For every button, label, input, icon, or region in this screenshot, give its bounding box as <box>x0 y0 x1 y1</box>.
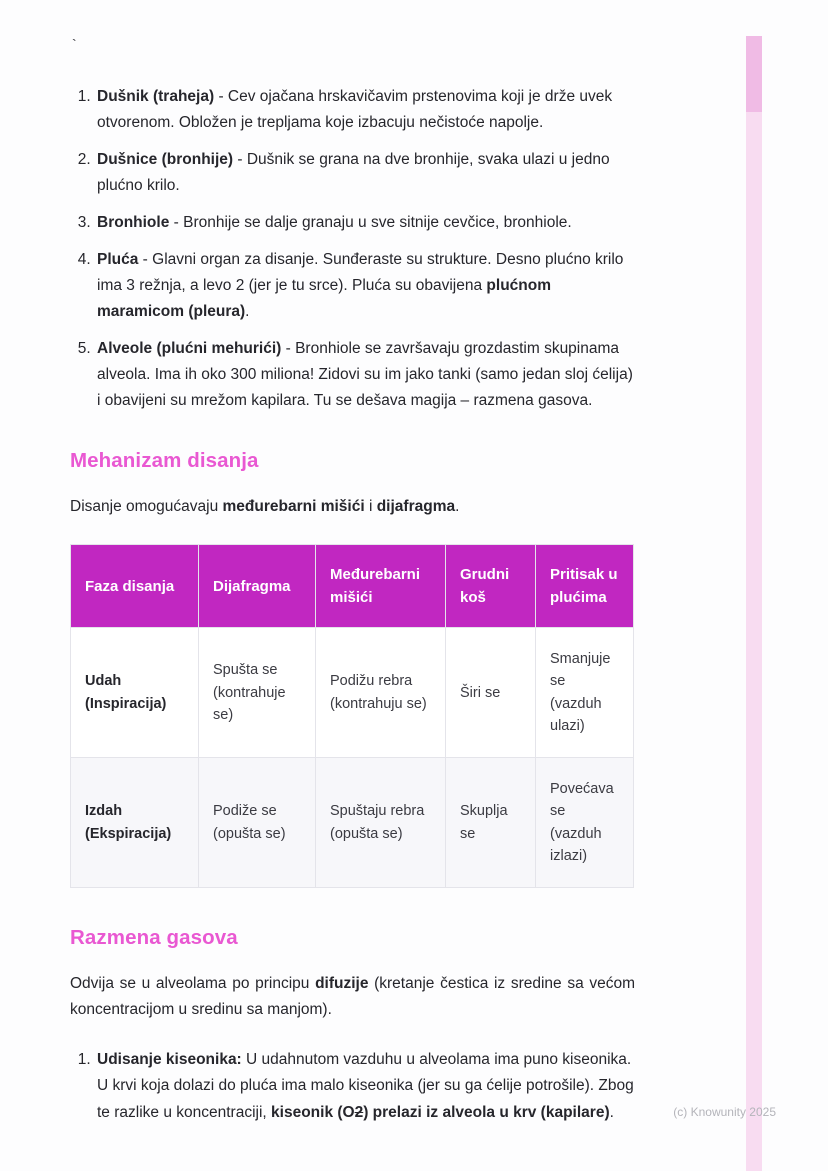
table-cell: Spuštaju rebra (opušta se) <box>316 758 446 888</box>
list-item-text: . <box>609 1103 614 1121</box>
list-item-text: - Bronhiole se završavaju grozdastim skupinama alveola. Ima ih oko 300 miliona! Zidovi su im jako tanki (samo jedan sloj ćelija) i obavijeni su mrežom kapilara. Tu se dešava magija – razmena gasova. <box>97 340 633 410</box>
list-item-bold-text: ) prelazi iz alveola u krv (kapilare) <box>363 1103 610 1121</box>
gas-exchange-list <box>70 1047 635 1125</box>
list-item <box>95 147 635 199</box>
table-header-cell: Faza disanja <box>71 545 199 628</box>
list-item-bold-text: kiseonik (O <box>271 1103 355 1121</box>
respiratory-organs-list <box>70 84 635 414</box>
stray-backtick-character: ` <box>72 36 77 52</box>
paragraph-bold-text: difuzije <box>315 975 369 993</box>
list-item-term: Pluća <box>97 251 139 269</box>
section-mehanizam-disanja <box>70 449 635 888</box>
table-row-udah <box>71 628 634 758</box>
paragraph-text: Odvija se u alveolama po principu <box>70 975 316 993</box>
section-heading-razmena-gasova: Razmena gasova <box>70 926 238 950</box>
table-cell: Skuplja se <box>446 758 536 888</box>
document-content <box>70 0 635 1137</box>
table-cell: Podižu rebra (kontrahuju se) <box>316 628 446 758</box>
list-item-bold-text: plućnom maramicom (pleura) <box>97 277 552 321</box>
breathing-phases-table <box>70 544 634 888</box>
list-item <box>95 210 635 236</box>
list-item-term: Dušnik (traheja) <box>97 88 215 105</box>
table-cell: Povećava se (vazduh izlazi) <box>536 758 634 888</box>
scrollbar-track[interactable] <box>746 36 762 1171</box>
scrollbar-thumb[interactable] <box>746 36 762 112</box>
list-item <box>95 336 635 414</box>
list-item-text: - Glavni organ za disanje. Sunđeraste su strukture. Desno plućno krilo ima 3 režnja, a levo 2 (jer je tu srce). Pluća su obavijena <box>97 251 624 295</box>
table-header-row <box>71 545 634 628</box>
table-header-cell: Dijafragma <box>199 545 316 628</box>
knowunity-watermark: (c) Knowunity 2025 <box>673 1105 776 1119</box>
list-item-text: - Bronhije se dalje granaju u sve sitnije cevčice, bronhiole. <box>169 214 572 232</box>
table-cell-phase: Izdah (Ekspiracija) <box>71 758 199 888</box>
list-item-text: . <box>245 303 250 321</box>
list-item-text: U udahnutom vazduhu u alveolama ima puno kiseonika. U krvi koja dolazi do pluća ima malo kiseonika (jer su ga ćelije potrošile). Zbog te razlike u koncentraciji, <box>97 1051 634 1121</box>
table-cell: Smanjuje se (vazduh ulazi) <box>536 628 634 758</box>
table-header-cell: Međurebarni mišići <box>316 545 446 628</box>
list-item <box>95 247 635 325</box>
paragraph-bold-text: dijafragma <box>376 498 456 516</box>
gas-intro-paragraph <box>70 971 635 1023</box>
list-item-strikethrough-subscript: 2 <box>354 1103 364 1121</box>
table-cell-phase: Udah (Inspiracija) <box>71 628 199 758</box>
section-heading-mehanizam-disanja: Mehanizam disanja <box>70 449 259 473</box>
paragraph-text: (kretanje čestica iz sredine sa većom koncentracijom u sredinu sa manjom). <box>70 975 636 1019</box>
paragraph-bold-text: međurebarni mišići <box>222 498 365 516</box>
list-item-term: Dušnice (bronhije) <box>97 151 234 169</box>
table-header-cell: Grudni koš <box>446 545 536 628</box>
list-item-term: Udisanje kiseonika: <box>97 1051 242 1069</box>
paragraph-text: Disanje omogućavaju <box>70 498 223 516</box>
paragraph-text: i <box>364 498 377 516</box>
paragraph-text: . <box>455 498 460 516</box>
table-cell: Širi se <box>446 628 536 758</box>
table-cell: Podiže se (opušta se) <box>199 758 316 888</box>
section-razmena-gasova <box>70 926 635 1125</box>
table-cell: Spušta se (kontrahuje se) <box>199 628 316 758</box>
list-item <box>95 1047 635 1125</box>
list-item-term: Bronhiole <box>97 214 170 232</box>
list-item-text: - Dušnik se grana na dve bronhije, svaka ulazi u jedno plućno krilo. <box>97 151 610 195</box>
table-header-cell: Pritisak u plućima <box>536 545 634 628</box>
table-row-izdah <box>71 758 634 888</box>
list-item <box>95 84 635 136</box>
breathing-intro-paragraph <box>70 494 635 520</box>
list-item-term: Alveole (plućni mehurići) <box>97 340 282 358</box>
list-item-text: - Cev ojačana hrskavičavim prstenovima koji je drže uvek otvorenom. Obložen je trepljama koje izbacuju nečistoće napolje. <box>97 88 613 132</box>
